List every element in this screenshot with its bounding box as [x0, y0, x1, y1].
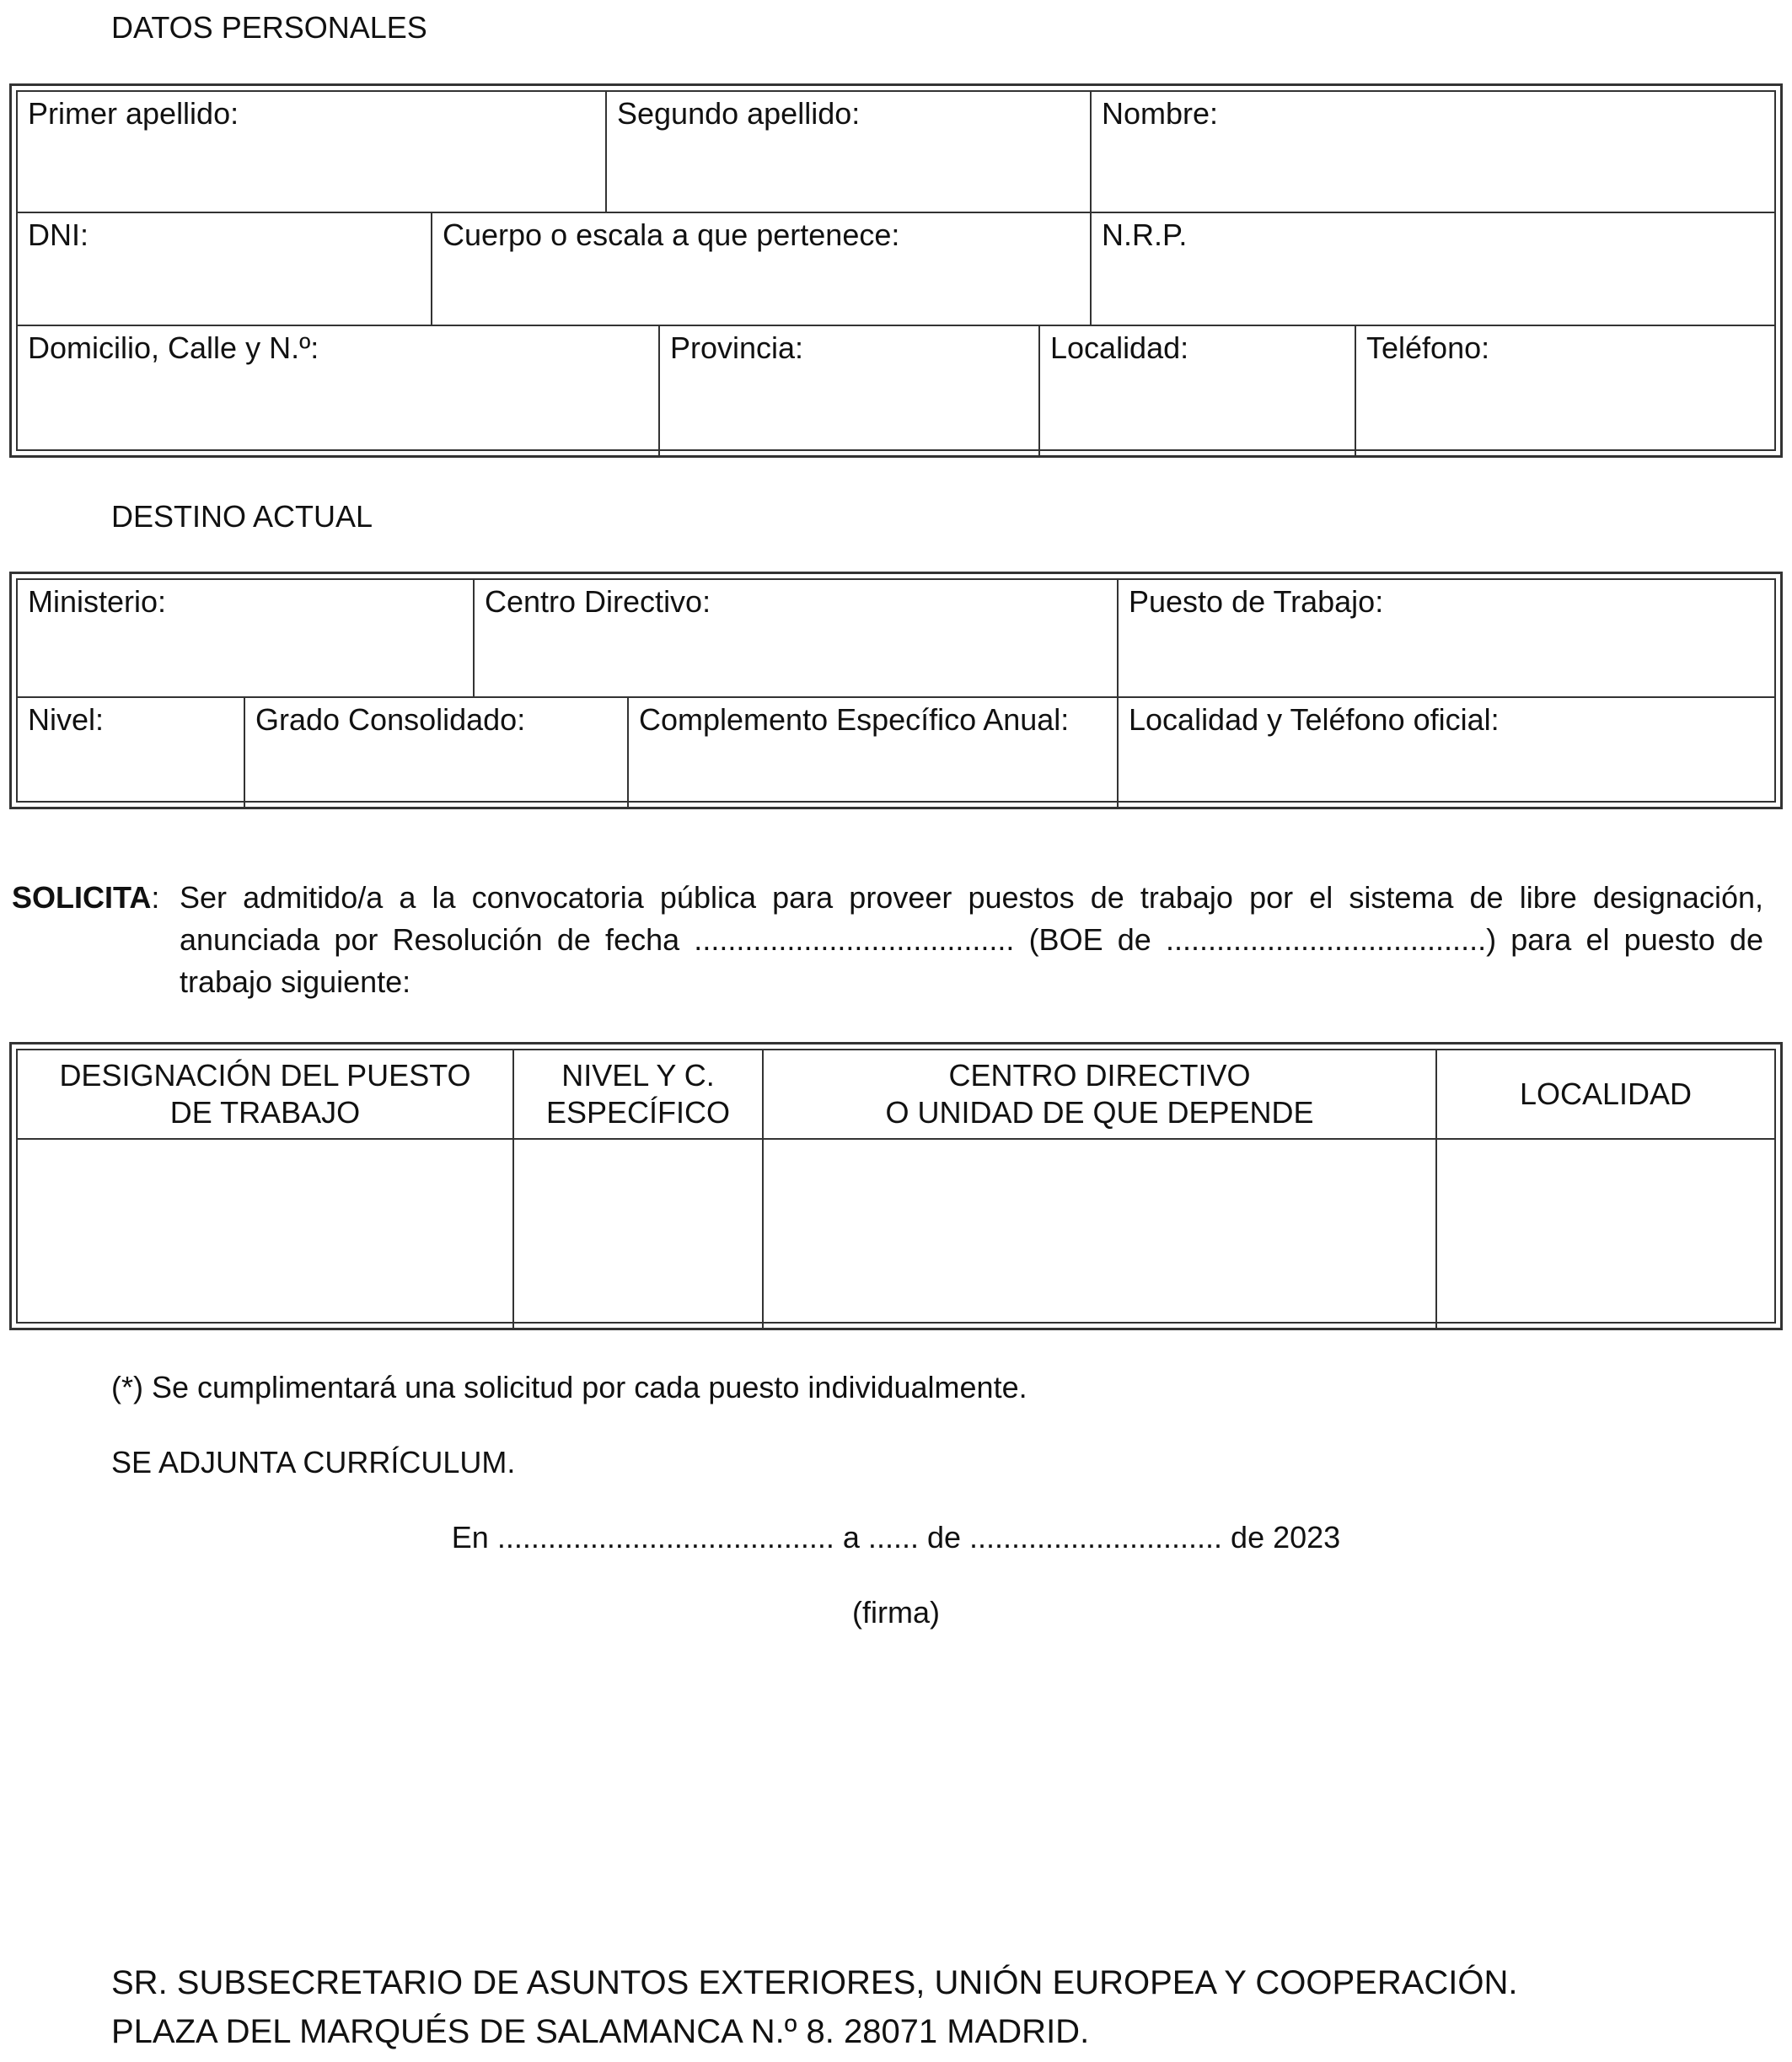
solicita-label: SOLICITA	[12, 880, 152, 915]
puesto-trabajo-label: Puesto de Trabajo:	[1129, 584, 1384, 619]
nivel-label: Nivel:	[28, 702, 105, 737]
solicita-paragraph	[12, 877, 1765, 1012]
localidad-label: Localidad:	[1050, 330, 1189, 365]
provincia-label: Provincia:	[670, 330, 804, 365]
grado-consolidado-field[interactable]	[245, 698, 627, 809]
domicilio-label: Domicilio, Calle y N.º:	[28, 330, 319, 365]
puesto-solicitado-table	[9, 1042, 1783, 1330]
address-street: PLAZA DEL MARQUÉS DE SALAMANCA N.º 8. 28071 MADRID.	[111, 2013, 1090, 2050]
cuerpo-escala-field[interactable]	[432, 213, 1090, 325]
complemento-especifico-label: Complemento Específico Anual:	[639, 702, 1070, 737]
localidad-field[interactable]	[1040, 326, 1355, 458]
puesto-trabajo-field[interactable]	[1119, 580, 1774, 696]
telefono-field[interactable]	[1356, 326, 1774, 458]
solicita-line-1: Ser admitido/a a la convocatoria pública para proveer puestos de trabajo por el sistema de libre designación,	[180, 880, 1763, 915]
grado-consolidado-label: Grado Consolidado:	[255, 702, 526, 737]
header-designacion-puesto: DESIGNACIÓN DEL PUESTO DE TRABAJO	[59, 1058, 471, 1130]
destino-actual-form	[9, 572, 1783, 809]
segundo-apellido-field[interactable]	[607, 92, 1090, 212]
nrp-field[interactable]	[1092, 213, 1774, 325]
header-localidad: LOCALIDAD	[1519, 1077, 1693, 1112]
cuerpo-escala-label: Cuerpo o escala a que pertenece:	[443, 217, 900, 252]
address-recipient: SR. SUBSECRETARIO DE ASUNTOS EXTERIORES, UNIÓN EUROPEA Y COOPERACIÓN.	[111, 1964, 1518, 2001]
input-designacion-puesto[interactable]	[18, 1140, 512, 1330]
input-centro-directivo[interactable]	[764, 1140, 1435, 1330]
centro-directivo-field[interactable]	[475, 580, 1117, 696]
provincia-field[interactable]	[660, 326, 1038, 458]
localidad-telefono-oficial-label: Localidad y Teléfono oficial:	[1129, 702, 1500, 737]
nombre-label: Nombre:	[1102, 96, 1219, 131]
input-nivel-especifico[interactable]	[514, 1140, 762, 1330]
datos-personales-form	[9, 83, 1783, 458]
nivel-field[interactable]	[18, 698, 244, 809]
datos-personales-heading: DATOS PERSONALES	[111, 10, 427, 45]
nombre-field[interactable]	[1092, 92, 1774, 212]
destino-actual-heading: DESTINO ACTUAL	[111, 499, 373, 534]
domicilio-field[interactable]	[18, 326, 658, 458]
localidad-telefono-oficial-field[interactable]	[1119, 698, 1774, 809]
note-una-solicitud: (*) Se cumplimentará una solicitud por cada puesto individualmente.	[111, 1370, 1027, 1404]
nrp-label: N.R.P.	[1102, 217, 1188, 252]
input-localidad[interactable]	[1437, 1140, 1774, 1330]
dni-field[interactable]	[18, 213, 431, 325]
ministerio-label: Ministerio:	[28, 584, 167, 619]
primer-apellido-label: Primer apellido:	[28, 96, 239, 131]
centro-directivo-label: Centro Directivo:	[485, 584, 711, 619]
dni-label: DNI:	[28, 217, 89, 252]
solicita-line-3: trabajo siguiente:	[180, 964, 411, 999]
telefono-label: Teléfono:	[1366, 330, 1490, 365]
solicita-colon: :	[151, 880, 160, 915]
note-adjunta-curriculum: SE ADJUNTA CURRÍCULUM.	[111, 1445, 516, 1479]
segundo-apellido-label: Segundo apellido:	[617, 96, 861, 131]
primer-apellido-field[interactable]	[18, 92, 605, 212]
date-line: En ........................................ a ...... de .............................. de 2023	[451, 1520, 1341, 1555]
complemento-especifico-field[interactable]	[629, 698, 1117, 809]
header-nivel-especifico: NIVEL Y C. ESPECÍFICO	[545, 1058, 731, 1130]
ministerio-field[interactable]	[18, 580, 473, 696]
solicita-line-2: anunciada por Resolución de fecha ...................................... (BOE de ......................................) para el puesto de	[180, 922, 1763, 957]
header-centro-directivo: CENTRO DIRECTIVO O UNIDAD DE QUE DEPENDE	[885, 1058, 1314, 1130]
firma-label: (firma)	[852, 1595, 940, 1630]
